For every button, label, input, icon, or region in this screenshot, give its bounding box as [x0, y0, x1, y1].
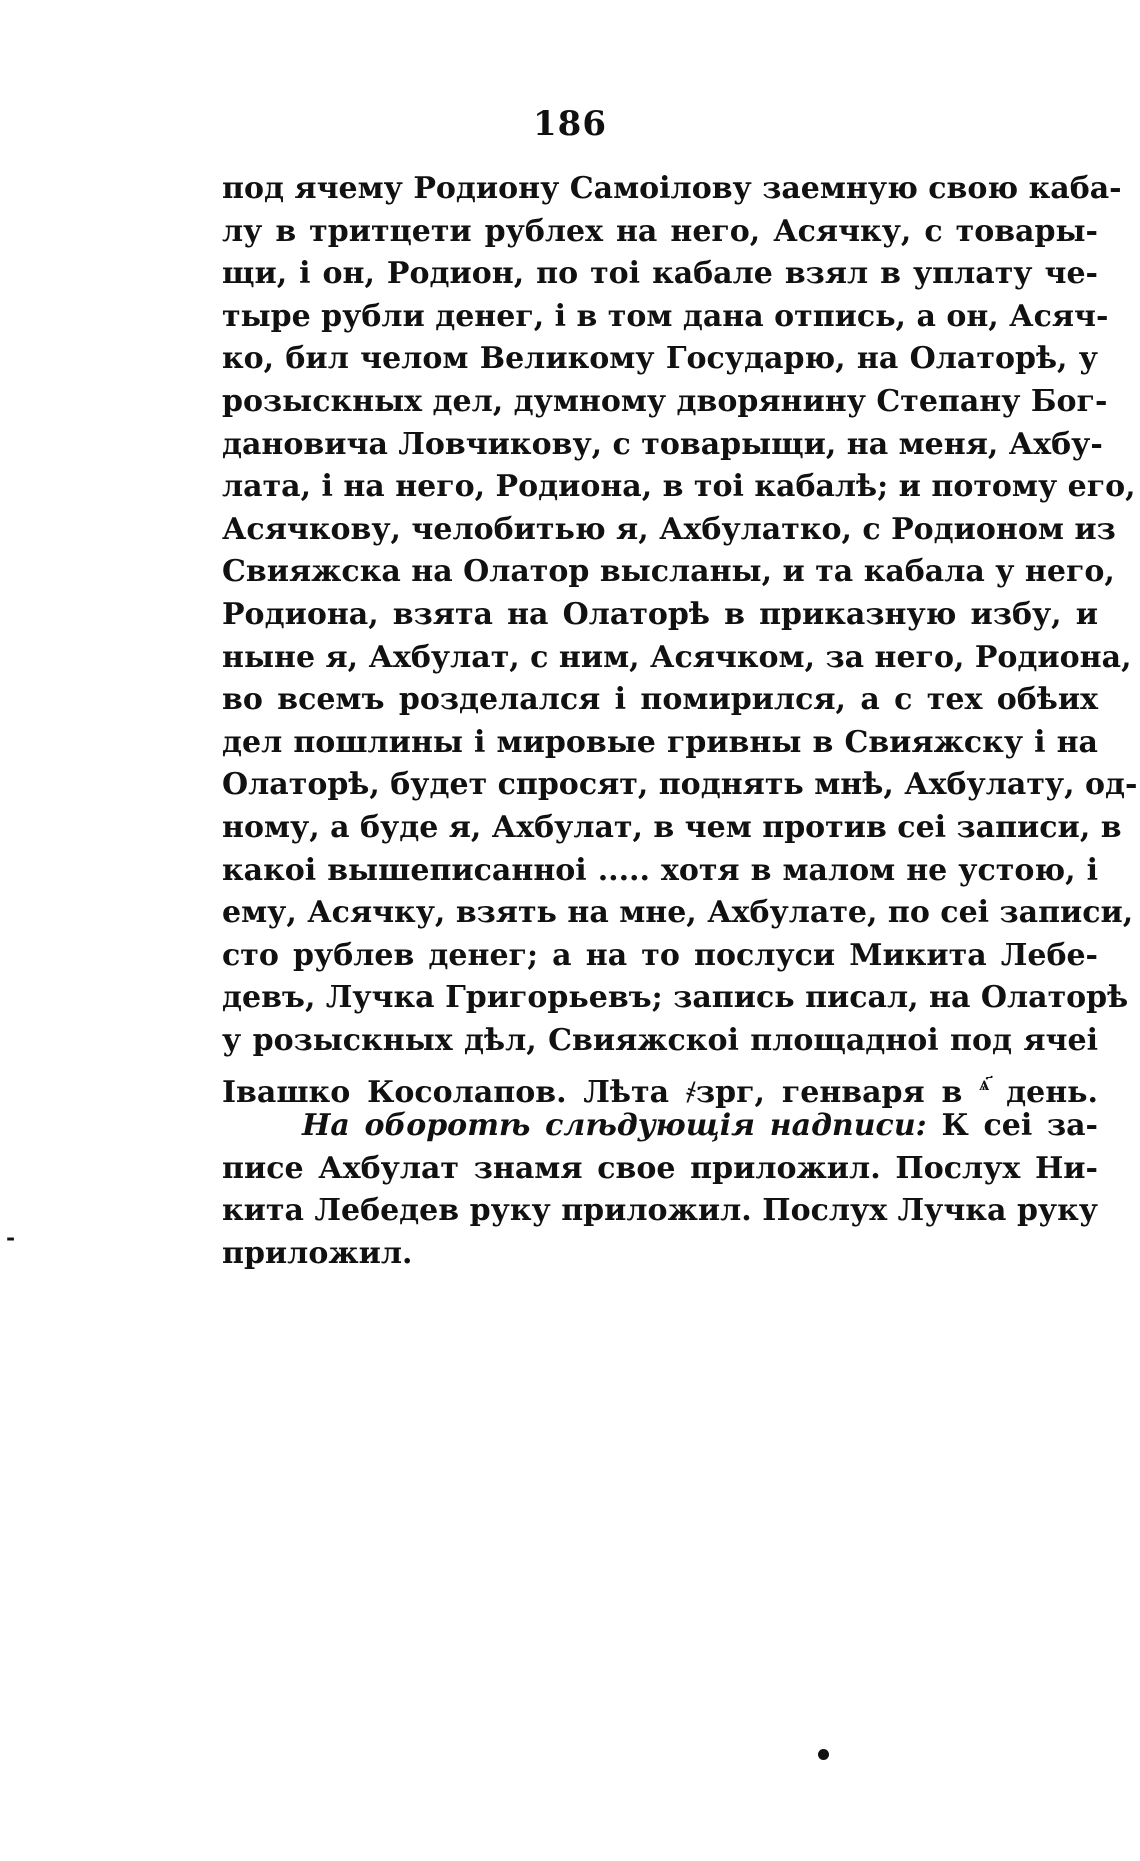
- signature-text-middle: , генваря в: [754, 1075, 963, 1111]
- body-line-7: дановича Ловчикову, с товарыщи, на меня, Ахбу-: [222, 426, 1103, 462]
- body-line-20: девъ, Лучка Григорьевъ; запись писал, на Олаторѣ: [222, 980, 1129, 1016]
- body-line-6: розыскных дел, думному дворянину Степану Бог-: [222, 383, 1108, 419]
- body-line-17: какоi вышеписанноi ..... хотя в малом не устою, i: [222, 852, 1098, 888]
- year-glyph: ҂зрг: [685, 1075, 755, 1111]
- body-line-11: Родиона, взята на Олаторѣ в приказную избу, и: [222, 596, 1098, 632]
- reverse-note-line-1: писе Ахбулат знамя свое приложил. Послух Ни-: [222, 1150, 1098, 1186]
- reverse-note-first-line: [222, 1105, 1098, 1148]
- reverse-note-first-rest: К сеi за-: [941, 1108, 1098, 1144]
- body-line-10: Свияжска на Олатор высланы, и та кабала у него,: [222, 554, 1115, 590]
- signature-text-after: день.: [1006, 1075, 1098, 1111]
- body-line-9: Асячкову, челобитью я, Ахбулатко, с Родионом из: [222, 511, 1116, 547]
- signature-text-before: Івашко Косолапов. Лѣта: [222, 1075, 670, 1111]
- body-line-1: под ячему Родиону Самоiлову заемную свою каба-: [222, 171, 1122, 206]
- ink-dot: [818, 1749, 829, 1760]
- margin-tick-mark: -: [6, 1225, 16, 1251]
- body-line-14: дел пошлины i мировые гривны в Свияжску i на: [222, 724, 1098, 760]
- body-line-13: во всемъ розделался i помирился, а с тех обѣих: [222, 682, 1098, 718]
- reverse-note-label: На оборотѣ слѣдующія надписи:: [302, 1108, 927, 1144]
- body-line-21: у розыскных дѣл, Свияжскоi площадноi под ячеi: [222, 1022, 1098, 1058]
- body-line-8: лата, i на него, Родиона, в тоi кабалѣ; и потому его,: [222, 469, 1136, 505]
- body-line-3: щи, i он, Родион, по тоi кабале взял в уплату че-: [222, 256, 1098, 292]
- reverse-note-line-2: кита Лебедев руку приложил. Послух Лучка руку: [222, 1193, 1098, 1229]
- body-line-19: сто рублев денег; а на то послуси Микита Лебе-: [222, 937, 1098, 973]
- day-glyph: ѧ҃: [979, 1071, 990, 1096]
- body-line-12: ныне я, Ахбулат, с ним, Асячком, за него, Родиона,: [222, 639, 1132, 675]
- page-number: 186: [533, 104, 607, 144]
- body-line-16: ному, а буде я, Ахбулат, в чем против сеi записи, в: [222, 809, 1122, 845]
- signature-line: [222, 1062, 1098, 1111]
- document-body: [222, 168, 1138, 1275]
- reverse-note-line-3: приложил.: [222, 1235, 413, 1271]
- body-line-4: тыре рубли денег, i в том дана отпись, а он, Асяч-: [222, 298, 1109, 334]
- body-line-2: лу в тритцети рублех на него, Асячку, с товары-: [222, 213, 1098, 249]
- body-line-5: ко, бил челом Великому Государю, на Олаторѣ, у: [222, 341, 1098, 377]
- body-line-15: Олаторѣ, будет спросят, поднять мнѣ, Ахбулату, од-: [222, 767, 1138, 803]
- body-line-18: ему, Асячку, взять на мне, Ахбулате, по сеi записи,: [222, 895, 1134, 931]
